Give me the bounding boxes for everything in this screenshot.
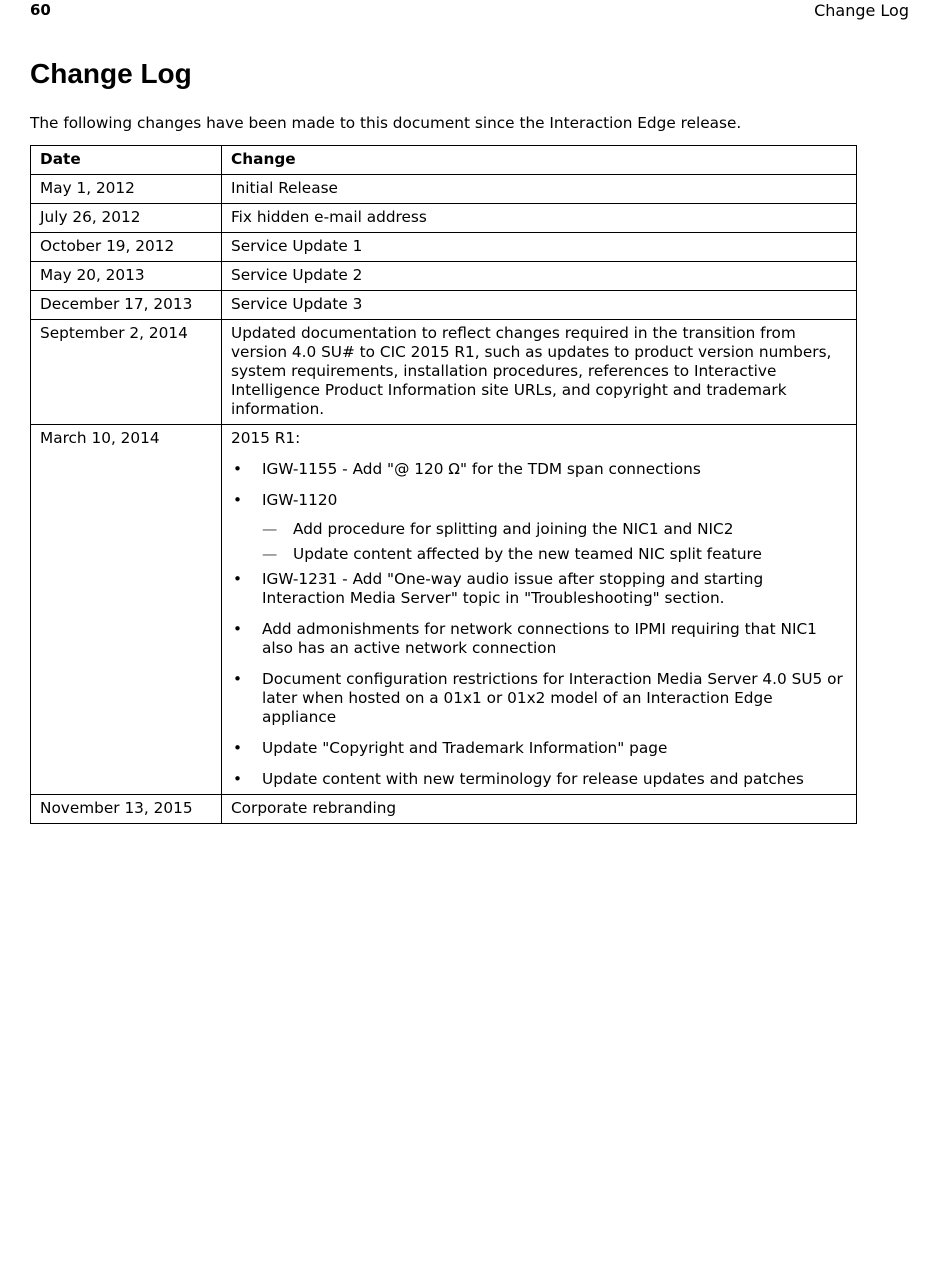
sub-list-item bbox=[262, 520, 848, 539]
change-cell: Service Update 1 bbox=[222, 233, 857, 262]
change-cell: Corporate rebranding bbox=[222, 795, 857, 824]
date-cell: October 19, 2012 bbox=[31, 233, 222, 262]
table-row bbox=[31, 233, 857, 262]
date-cell: September 2, 2014 bbox=[31, 320, 222, 425]
table-row bbox=[31, 204, 857, 233]
change-log-table bbox=[30, 145, 857, 824]
bullet-icon: • bbox=[233, 570, 243, 588]
column-header-change: Change bbox=[222, 146, 857, 175]
table-row bbox=[31, 291, 857, 320]
list-item bbox=[231, 491, 848, 564]
sub-list bbox=[262, 520, 848, 564]
bullet-icon: • bbox=[233, 491, 243, 509]
table-row bbox=[31, 320, 857, 425]
table-row bbox=[31, 795, 857, 824]
bullet-icon: • bbox=[233, 620, 243, 638]
table-row bbox=[31, 262, 857, 291]
list-item bbox=[231, 620, 848, 658]
date-cell: December 17, 2013 bbox=[31, 291, 222, 320]
dash-icon: — bbox=[262, 545, 278, 563]
date-cell: March 10, 2014 bbox=[31, 425, 222, 795]
list-item bbox=[231, 770, 848, 789]
list-item-text: Update "Copyright and Trademark Information" page bbox=[262, 739, 668, 757]
sub-list-item-text: Add procedure for splitting and joining the NIC1 and NIC2 bbox=[293, 520, 734, 538]
release-label: 2015 R1: bbox=[231, 429, 301, 447]
date-cell: July 26, 2012 bbox=[31, 204, 222, 233]
change-cell: Service Update 2 bbox=[222, 262, 857, 291]
table-row bbox=[31, 175, 857, 204]
list-item-text: Add admonishments for network connections to IPMI requiring that NIC1 also has an active network connection bbox=[262, 620, 817, 657]
list-item-text: IGW-1120 bbox=[262, 491, 338, 509]
change-cell: Updated documentation to reflect changes required in the transition from version 4.0 SU# to CIC 2015 R1, such as updates to product version numbers, system requirements, installation procedures, references to Interactive Intelligence Product Information site URLs, and copyright and trademark information. bbox=[222, 320, 857, 425]
table-row bbox=[31, 425, 857, 795]
list-item bbox=[231, 570, 848, 608]
list-item-text: Update content with new terminology for release updates and patches bbox=[262, 770, 804, 788]
sub-list-item-text: Update content affected by the new teamed NIC split feature bbox=[293, 545, 762, 563]
change-cell bbox=[222, 425, 857, 795]
page-number: 60 bbox=[30, 1, 51, 19]
bullet-icon: • bbox=[233, 770, 243, 788]
change-list bbox=[231, 460, 848, 789]
table-header-row bbox=[31, 146, 857, 175]
list-item bbox=[231, 460, 848, 479]
page-title: Change Log bbox=[30, 58, 192, 89]
change-cell: Fix hidden e-mail address bbox=[222, 204, 857, 233]
sub-list-item bbox=[262, 545, 848, 564]
intro-paragraph: The following changes have been made to this document since the Interaction Edge release. bbox=[30, 114, 742, 132]
dash-icon: — bbox=[262, 520, 278, 538]
running-header: Change Log bbox=[814, 1, 909, 20]
column-header-date: Date bbox=[31, 146, 222, 175]
date-cell: November 13, 2015 bbox=[31, 795, 222, 824]
change-cell: Initial Release bbox=[222, 175, 857, 204]
list-item-text: IGW-1231 - Add "One-way audio issue after stopping and starting Interaction Media Server" topic in "Troubleshooting" section. bbox=[262, 570, 764, 607]
bullet-icon: • bbox=[233, 739, 243, 757]
date-cell: May 20, 2013 bbox=[31, 262, 222, 291]
bullet-icon: • bbox=[233, 460, 243, 478]
list-item bbox=[231, 670, 848, 727]
list-item-text: Document configuration restrictions for Interaction Media Server 4.0 SU5 or later when hosted on a 01x1 or 01x2 model of an Interaction Edge appliance bbox=[262, 670, 843, 726]
list-item bbox=[231, 739, 848, 758]
list-item-text: IGW-1155 - Add "@ 120 Ω" for the TDM span connections bbox=[262, 460, 701, 478]
date-cell: May 1, 2012 bbox=[31, 175, 222, 204]
change-cell: Service Update 3 bbox=[222, 291, 857, 320]
bullet-icon: • bbox=[233, 670, 243, 688]
